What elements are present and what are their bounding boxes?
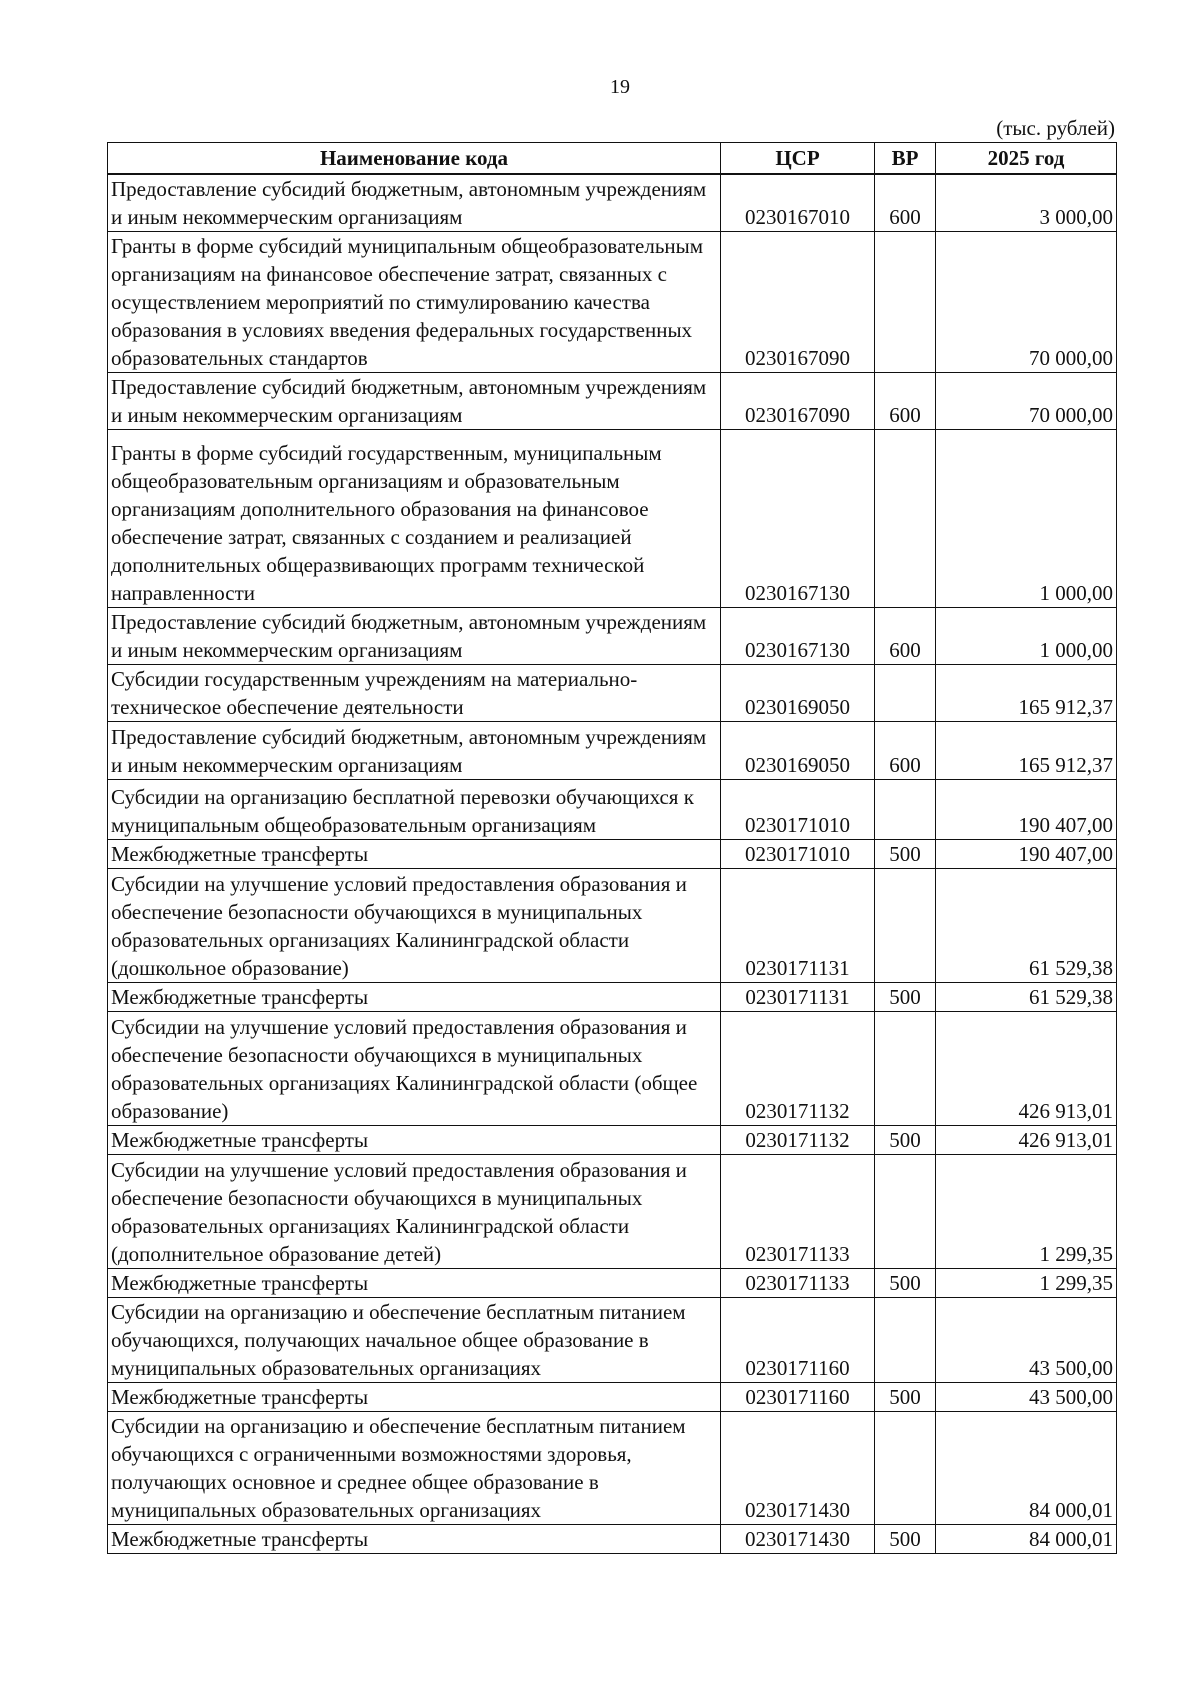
- row-vr: 500: [875, 1269, 936, 1298]
- header-name: Наименование кода: [108, 143, 721, 175]
- row-code: 0230167010: [721, 174, 875, 232]
- row-code: 0230167130: [721, 430, 875, 608]
- row-name: Субсидии на улучшение условий предоставления образования и обеспечение безопасности обучающихся в муниципальных образовательных организациях Калининградской области (дополнительное образование детей): [108, 1155, 721, 1269]
- row-vr: 600: [875, 373, 936, 430]
- table-row: [108, 1525, 1117, 1554]
- table-row: [108, 373, 1117, 430]
- row-code: 0230167130: [721, 608, 875, 665]
- row-name: Межбюджетные трансферты: [108, 840, 721, 869]
- row-amount: 70 000,00: [936, 373, 1117, 430]
- row-vr: 500: [875, 983, 936, 1012]
- row-amount: 84 000,01: [936, 1412, 1117, 1525]
- row-amount: 70 000,00: [936, 232, 1117, 373]
- row-name: Субсидии на организацию и обеспечение бесплатным питанием обучающихся с ограниченными возможностями здоровья, получающих основное и среднее общее образование в муниципальных образовательных организациях: [108, 1412, 721, 1525]
- row-vr: [875, 1298, 936, 1383]
- table-row: [108, 1155, 1117, 1269]
- row-amount: 1 000,00: [936, 430, 1117, 608]
- table-header-row: [108, 143, 1117, 175]
- row-name: Предоставление субсидий бюджетным, автономным учреждениям и иным некоммерческим организациям: [108, 373, 721, 430]
- table-row: [108, 1012, 1117, 1126]
- table-row: [108, 840, 1117, 869]
- row-name: Межбюджетные трансферты: [108, 1126, 721, 1155]
- row-amount: 1 000,00: [936, 608, 1117, 665]
- row-vr: [875, 1012, 936, 1126]
- row-vr: [875, 869, 936, 983]
- row-vr: [875, 1412, 936, 1525]
- row-amount: 61 529,38: [936, 983, 1117, 1012]
- row-name: Межбюджетные трансферты: [108, 1269, 721, 1298]
- row-amount: 1 299,35: [936, 1269, 1117, 1298]
- row-name: Субсидии государственным учреждениям на материально-техническое обеспечение деятельности: [108, 665, 721, 722]
- header-code: ЦСР: [721, 143, 875, 175]
- row-vr: 600: [875, 174, 936, 232]
- row-amount: 43 500,00: [936, 1298, 1117, 1383]
- row-name: Субсидии на улучшение условий предоставления образования и обеспечение безопасности обучающихся в муниципальных образовательных организациях Калининградской области (общее образование): [108, 1012, 721, 1126]
- row-name: Предоставление субсидий бюджетным, автономным учреждениям и иным некоммерческим организациям: [108, 174, 721, 232]
- row-vr: [875, 232, 936, 373]
- row-name: Предоставление субсидий бюджетным, автономным учреждениям и иным некоммерческим организациям: [108, 608, 721, 665]
- row-amount: 426 913,01: [936, 1126, 1117, 1155]
- page-number: 19: [610, 76, 630, 98]
- row-vr: [875, 1155, 936, 1269]
- row-name: Субсидии на организацию бесплатной перевозки обучающихся к муниципальным общеобразовательным организациям: [108, 780, 721, 840]
- row-name: Субсидии на организацию и обеспечение бесплатным питанием обучающихся, получающих начальное общее образование в муниципальных образовательных организациях: [108, 1298, 721, 1383]
- row-amount: 1 299,35: [936, 1155, 1117, 1269]
- row-vr: [875, 780, 936, 840]
- row-code: 0230171131: [721, 869, 875, 983]
- row-name: Межбюджетные трансферты: [108, 1383, 721, 1412]
- row-amount: 61 529,38: [936, 869, 1117, 983]
- table-row: [108, 869, 1117, 983]
- row-code: 0230171010: [721, 840, 875, 869]
- row-name: Субсидии на улучшение условий предоставления образования и обеспечение безопасности обучающихся в муниципальных образовательных организациях Калининградской области (дошкольное образование): [108, 869, 721, 983]
- row-code: 0230171131: [721, 983, 875, 1012]
- row-code: 0230171133: [721, 1155, 875, 1269]
- row-code: 0230171132: [721, 1126, 875, 1155]
- header-amount: 2025 год: [936, 143, 1117, 175]
- row-vr: 500: [875, 1126, 936, 1155]
- table-row: [108, 1412, 1117, 1525]
- units-label: (тыс. рублей): [996, 116, 1115, 140]
- table-row: [108, 722, 1117, 780]
- row-amount: 190 407,00: [936, 780, 1117, 840]
- row-vr: 600: [875, 722, 936, 780]
- table-row: [108, 665, 1117, 722]
- row-name: Межбюджетные трансферты: [108, 1525, 721, 1554]
- row-name: Межбюджетные трансферты: [108, 983, 721, 1012]
- row-name: Гранты в форме субсидий государственным, муниципальным общеобразовательным организациям и образовательным организациям дополнительного образования на финансовое обеспечение затрат, связанных с созданием и реализацией дополнительных общеразвивающих программ технической направленности: [108, 430, 721, 608]
- row-code: 0230169050: [721, 722, 875, 780]
- row-amount: 426 913,01: [936, 1012, 1117, 1126]
- table-row: [108, 1126, 1117, 1155]
- row-code: 0230171160: [721, 1298, 875, 1383]
- row-vr: 500: [875, 1383, 936, 1412]
- table-row: [108, 1298, 1117, 1383]
- table-row: [108, 608, 1117, 665]
- row-code: 0230171010: [721, 780, 875, 840]
- table-row: [108, 1269, 1117, 1298]
- row-code: 0230171132: [721, 1012, 875, 1126]
- row-vr: [875, 430, 936, 608]
- table-row: [108, 430, 1117, 608]
- row-code: 0230167090: [721, 373, 875, 430]
- row-amount: 165 912,37: [936, 665, 1117, 722]
- row-vr: [875, 665, 936, 722]
- row-amount: 165 912,37: [936, 722, 1117, 780]
- row-amount: 43 500,00: [936, 1383, 1117, 1412]
- row-code: 0230171430: [721, 1412, 875, 1525]
- table-row: [108, 983, 1117, 1012]
- table-row: [108, 1383, 1117, 1412]
- row-vr: 600: [875, 608, 936, 665]
- header-vr: ВР: [875, 143, 936, 175]
- row-name: Гранты в форме субсидий муниципальным общеобразовательным организациям на финансовое обеспечение затрат, связанных с осуществлением мероприятий по стимулированию качества образования в условиях введения федеральных государственных образовательных стандартов: [108, 232, 721, 373]
- row-vr: 500: [875, 1525, 936, 1554]
- row-name: Предоставление субсидий бюджетным, автономным учреждениям и иным некоммерческим организациям: [108, 722, 721, 780]
- table-row: [108, 780, 1117, 840]
- table-row: [108, 232, 1117, 373]
- row-vr: 500: [875, 840, 936, 869]
- row-code: 0230171430: [721, 1525, 875, 1554]
- row-code: 0230167090: [721, 232, 875, 373]
- table-row: [108, 174, 1117, 232]
- row-amount: 84 000,01: [936, 1525, 1117, 1554]
- row-code: 0230171160: [721, 1383, 875, 1412]
- row-amount: 190 407,00: [936, 840, 1117, 869]
- budget-table: [107, 142, 1117, 1554]
- row-code: 0230169050: [721, 665, 875, 722]
- row-amount: 3 000,00: [936, 174, 1117, 232]
- row-code: 0230171133: [721, 1269, 875, 1298]
